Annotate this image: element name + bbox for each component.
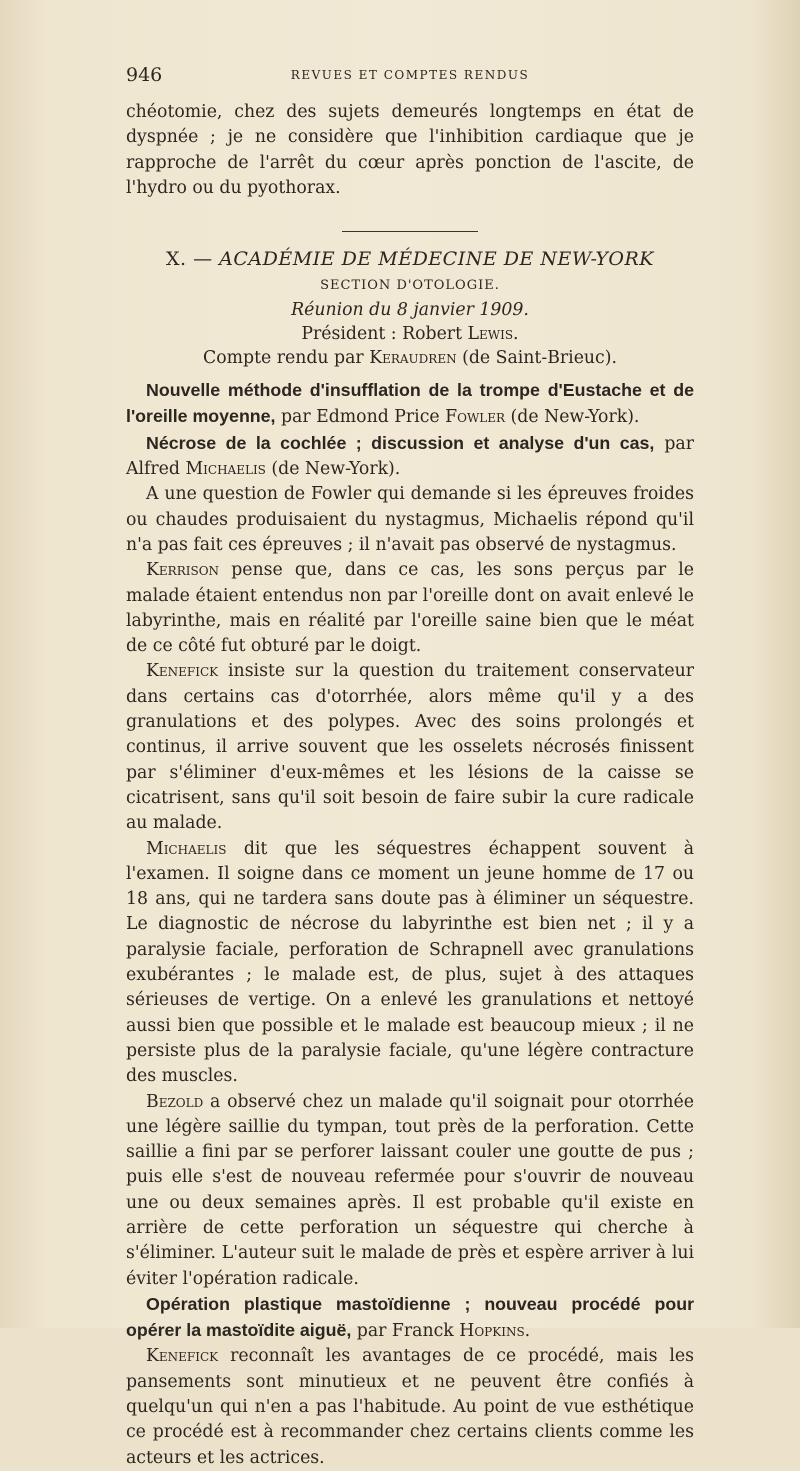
intro-paragraph: chéotomie, chez des sujets demeurés longtemps en état de dyspnée ; je ne considère que l'inhibition cardiaque que je rapproche de l'arrêt du cœur après ponction de l'ascite, de l'hydro ou du pyothorax. <box>126 102 694 198</box>
kenefick-text-1: insiste sur la question du traitement conservateur dans certains cas d'otorrhée, alors même qu'il y a des granulations et des polypes. Avec des soins prolongés et continus, il arrive souvent que les osselets nécrosés finissent par s'éliminer d'eux-mêmes et les lésions de la caisse se cicatrisent, sans qu'il soit besoin de faire subir la cure radicale au malade. <box>126 661 694 834</box>
meeting-date: Réunion du 8 janvier 1909. <box>291 300 529 321</box>
section-title: ACADÉMIE DE MÉDECINE DE NEW-YORK <box>219 248 654 271</box>
president-label: Président : Robert <box>301 324 463 345</box>
michaelis-text: dit que les séquestres échappent souvent à l'examen. Il soigne dans ce moment un jeune homme de 17 ou 18 ans, qui ne tardera sans doute pas à éliminer un séquestre. Le diagnostic de nécrose du labyrinthe est bien net ; il y a paralysie faciale, perforation de Schrapnell avec granulations exubérantes ; le malade est, de plus, sujet à des attaques sérieuses de vertige. On a enlevé les granulations et nettoyé aussi bien que possible et le malade est beaucoup mieux ; il ne persiste plus de la paralysie faciale, qu'une légère contracture des muscles. <box>126 838 694 1087</box>
section-number: X. — <box>166 248 213 271</box>
paper-2-author: Michaelis <box>185 459 266 480</box>
paper-2-title: Nécrose de la cochlée ; discussion et analyse d'un cas, <box>146 432 655 453</box>
president-name: Lewis. <box>467 324 519 345</box>
report-label: Compte rendu par <box>203 348 364 369</box>
speaker-kenefick-2: Kenefick <box>146 1346 219 1367</box>
section-subsection: SECTION D'OTOLOGIE. <box>320 278 500 294</box>
discussion-fowler: A une question de Fowler qui demande si les épreuves froides ou chaudes produisaient du nystagmus, Michaelis répond qu'il n'a pas fait ces épreuves ; il n'avait pas observé de nystagmus. <box>126 484 694 555</box>
section-heading <box>126 248 694 270</box>
speaker-michaelis: Michaelis <box>146 838 227 859</box>
page-header <box>126 64 694 88</box>
speaker-bezold: Bezold <box>146 1091 204 1112</box>
paper-1-place: (de New-York). <box>510 407 640 428</box>
speaker-kenefick: Kenefick <box>146 661 219 682</box>
running-head: REVUES ET COMPTES RENDUS <box>290 68 530 82</box>
president-line <box>126 322 694 346</box>
paper-1-author: Fowler <box>445 407 506 428</box>
bezold-text: a observé chez un malade qu'il soignait pour otorrhée une légère saillie du tympan, tout près de la perforation. Cette saillie a fini par se perforer laissant couler une goutte de pus ; puis elle s'est de nouveau refermée pour s'ouvrir de nouveau une ou deux semaines après. Il est probable qu'il existe en arrière de cette perforation un séquestre qui cherche à s'éliminer. L'auteur suit le malade de près et espère arriver à lui éviter l'opération radicale. <box>126 1091 695 1289</box>
kerrison-text: pense que, dans ce cas, les sons perçus par le malade étaient entendus non par l'oreille dont on avait enlevé le labyrinthe, mais en réalité par l'oreille saine bien que le méat de ce côté fut obturé par le doigt. <box>126 560 694 657</box>
paper-1-title: Nouvelle méthode d'insufflation de la trompe d'Eustache et de l'oreille moyenne, <box>126 380 694 427</box>
paper-title-2 <box>126 431 694 483</box>
page-body <box>126 100 694 1471</box>
paper-title-1 <box>126 378 694 431</box>
page-number: 946 <box>126 64 163 86</box>
kenefick-text-2: reconnaît les avantages de ce procédé, mais les pansements sont minutieux et ne peuvent être confiés à quelqu'un qui n'en a pas l'habitude. Au point de vue esthétique ce procédé est à recommander chez certains clients comme les acteurs et les actrices. <box>126 1346 695 1468</box>
paper-3-title: Opération plastique mastoïdienne ; nouveau procédé pour opérer la mastoïdite aiguë, <box>126 1293 694 1341</box>
discussion-bezold <box>126 1090 694 1292</box>
discussion-kerrison <box>126 558 694 659</box>
paper-title-3 <box>126 1292 694 1345</box>
paper-1-by: par Edmond Price <box>281 407 440 428</box>
discussion-kenefick-1 <box>126 659 694 836</box>
discussion-kenefick-2 <box>126 1344 694 1470</box>
paper-2-by: par Alfred <box>126 433 694 480</box>
discussion-michaelis <box>126 837 694 1090</box>
paper-2-place: (de New-York). <box>271 459 401 480</box>
paper-3-by: par Franck <box>356 1321 454 1342</box>
report-line <box>126 346 694 370</box>
paper-3-author: Hopkins. <box>459 1321 531 1342</box>
speaker-kerrison: Kerrison <box>146 560 220 581</box>
report-place: (de Saint-Brieuc). <box>462 348 617 369</box>
section-divider <box>342 231 478 232</box>
report-author: Keraudren <box>369 348 457 369</box>
